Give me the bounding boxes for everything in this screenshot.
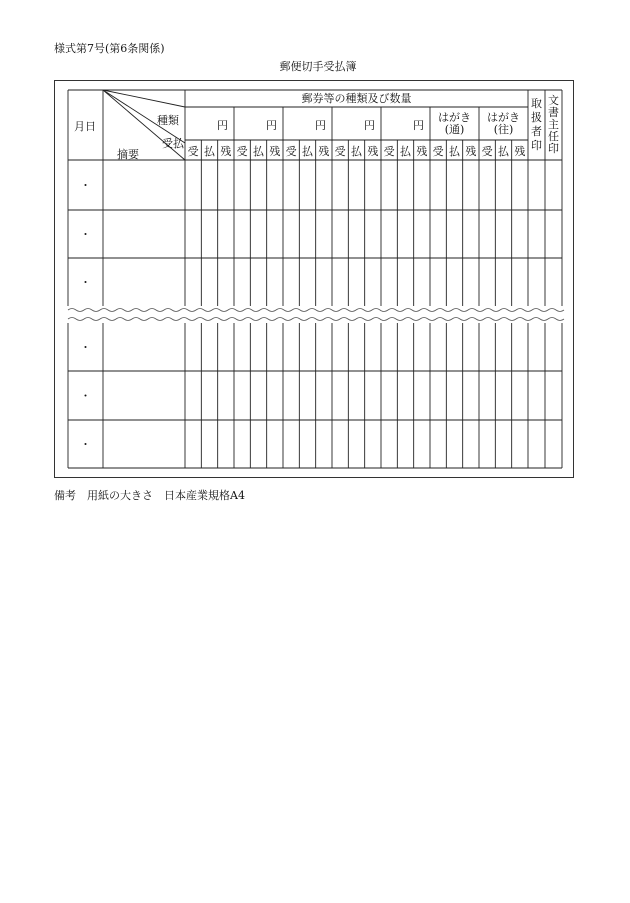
handler-seal-header: 印 bbox=[531, 139, 542, 152]
sub-label-pay: 払 bbox=[302, 145, 313, 158]
document-chief-seal-header: 書 bbox=[548, 106, 559, 119]
remarks-note: 備考 用紙の大きさ 日本産業規格A4 bbox=[54, 489, 245, 502]
sub-label-pay: 払 bbox=[449, 145, 460, 158]
document-chief-seal-header: 印 bbox=[548, 142, 559, 155]
summary-header: 摘要 bbox=[117, 148, 139, 161]
sub-label-balance: 残 bbox=[269, 145, 281, 158]
sub-label-balance: 残 bbox=[416, 145, 428, 158]
denomination-label: 円 bbox=[315, 119, 326, 132]
handler-seal-header: 者 bbox=[531, 125, 542, 138]
sub-label-receive: 受 bbox=[285, 145, 297, 158]
denomination-label: 円 bbox=[266, 119, 277, 132]
row-date-marker: ・ bbox=[80, 179, 91, 192]
row-date-marker: ・ bbox=[80, 438, 91, 451]
form-number-label: 様式第7号(第6条関係) bbox=[54, 42, 165, 55]
sub-label-pay: 払 bbox=[400, 145, 411, 158]
sub-label-balance: 残 bbox=[514, 145, 526, 158]
handler-seal-header: 扱 bbox=[531, 111, 542, 124]
sub-label-receive: 受 bbox=[334, 145, 346, 158]
sub-label-balance: 残 bbox=[465, 145, 477, 158]
sub-label-receive: 受 bbox=[236, 145, 248, 158]
diagonal-line bbox=[103, 90, 185, 107]
sub-label-pay: 払 bbox=[204, 145, 215, 158]
postcard-sub-label: (往) bbox=[493, 123, 514, 136]
row-date-marker: ・ bbox=[80, 276, 91, 289]
postcard-label: はがき bbox=[438, 111, 471, 124]
row-date-marker: ・ bbox=[80, 228, 91, 241]
document-chief-seal-header: 文 bbox=[548, 94, 559, 107]
postcard-label: はがき bbox=[487, 111, 520, 124]
denomination-label: 円 bbox=[217, 119, 228, 132]
document-chief-seal-header: 任 bbox=[548, 130, 559, 143]
postcard-sub-label: (通) bbox=[444, 123, 465, 136]
month-day-header: 月日 bbox=[74, 120, 96, 133]
sub-label-receive: 受 bbox=[432, 145, 444, 158]
sub-label-receive: 受 bbox=[383, 145, 395, 158]
denomination-label: 円 bbox=[364, 119, 375, 132]
sub-label-pay: 払 bbox=[253, 145, 264, 158]
sub-label-balance: 残 bbox=[367, 145, 379, 158]
row-date-marker: ・ bbox=[80, 341, 91, 354]
sub-label-pay: 払 bbox=[351, 145, 362, 158]
sub-label-receive: 受 bbox=[481, 145, 493, 158]
sub-label-balance: 残 bbox=[318, 145, 330, 158]
sub-label-pay: 払 bbox=[498, 145, 509, 158]
sub-label-balance: 残 bbox=[220, 145, 232, 158]
break-line-bottom bbox=[68, 318, 564, 321]
handler-seal-header: 取 bbox=[531, 97, 542, 110]
stamp-types-header: 郵券等の種類及び数量 bbox=[301, 92, 412, 105]
break-line-top bbox=[68, 309, 564, 312]
document-title-text: 郵便切手受払簿 bbox=[279, 60, 357, 73]
document-chief-seal-header: 主 bbox=[548, 118, 559, 131]
kind-header: 種類 bbox=[157, 114, 179, 127]
sub-label-receive: 受 bbox=[187, 145, 199, 158]
receipt-payment-header: 受払 bbox=[162, 137, 184, 150]
row-date-marker: ・ bbox=[80, 389, 91, 403]
denomination-label: 円 bbox=[413, 119, 424, 132]
